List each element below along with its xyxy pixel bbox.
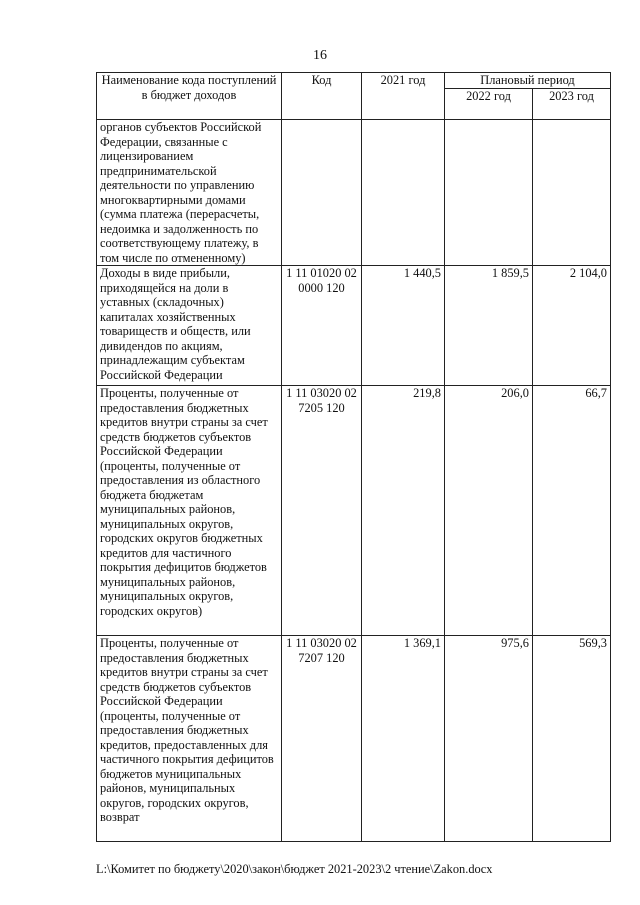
header-2021: 2021 год bbox=[362, 73, 445, 120]
table-row bbox=[97, 386, 611, 636]
table-row bbox=[97, 266, 611, 386]
row-2022 bbox=[445, 120, 533, 266]
row-code: 1 11 03020 02 7207 120 bbox=[282, 636, 362, 842]
page-number: 16 bbox=[313, 48, 327, 63]
table-row bbox=[97, 636, 611, 842]
row-2021: 1 440,5 bbox=[362, 266, 445, 386]
row-2022: 206,0 bbox=[445, 386, 533, 636]
table-row bbox=[97, 120, 611, 266]
row-name: Проценты, полученные от предоставления бюджетных кредитов внутри страны за счет средств бюджетов субъектов Российской Федерации (проценты, полученные от предоставления бюджетных кредитов, предоставленных для частичного покрытия дефицитов бюджетов муниципальных районов, муниципальных округов, городских округов, возврат bbox=[97, 636, 282, 842]
row-2023 bbox=[533, 120, 611, 266]
row-code bbox=[282, 120, 362, 266]
row-2021: 1 369,1 bbox=[362, 636, 445, 842]
row-code: 1 11 01020 02 0000 120 bbox=[282, 266, 362, 386]
header-2023: 2023 год bbox=[533, 89, 611, 120]
header-code: Код bbox=[282, 73, 362, 120]
row-name: Доходы в виде прибыли, приходящейся на доли в уставных (складочных) капиталах хозяйственных товариществ и обществ, или дивидендов по акциям, принадлежащим субъектам Российской Федерации bbox=[97, 266, 282, 386]
header-2022: 2022 год bbox=[445, 89, 533, 120]
document-path-footer: L:\Комитет по бюджету\2020\закон\бюджет 2021-2023\2 чтение\Zakon.docx bbox=[96, 862, 493, 876]
row-2023: 569,3 bbox=[533, 636, 611, 842]
row-2022: 975,6 bbox=[445, 636, 533, 842]
revenue-table bbox=[96, 72, 611, 842]
row-name: органов субъектов Российской Федерации, связанные с лицензированием предпринимательской деятельности по управлению многоквартирными домами (сумма платежа (перерасчеты, недоимка и задолженность по соответствующему платежу, в том числе по отмененному) bbox=[97, 120, 282, 266]
header-name: Наименование кода поступлений в бюджет доходов bbox=[97, 73, 282, 120]
row-2023: 66,7 bbox=[533, 386, 611, 636]
row-2022: 1 859,5 bbox=[445, 266, 533, 386]
row-name: Проценты, полученные от предоставления бюджетных кредитов внутри страны за счет средств бюджетов субъектов Российской Федерации (проценты, полученные от предоставления из областного бюджета бюджетам муниципальных районов, муниципальных округов, городских округов бюджетных кредитов для частичного покрытия дефицитов бюджетов муниципальных районов, муниципальных округов, городских округов) bbox=[97, 386, 282, 636]
header-planned-period: Плановый период bbox=[445, 73, 611, 89]
row-2023: 2 104,0 bbox=[533, 266, 611, 386]
row-2021: 219,8 bbox=[362, 386, 445, 636]
row-code: 1 11 03020 02 7205 120 bbox=[282, 386, 362, 636]
row-2021 bbox=[362, 120, 445, 266]
